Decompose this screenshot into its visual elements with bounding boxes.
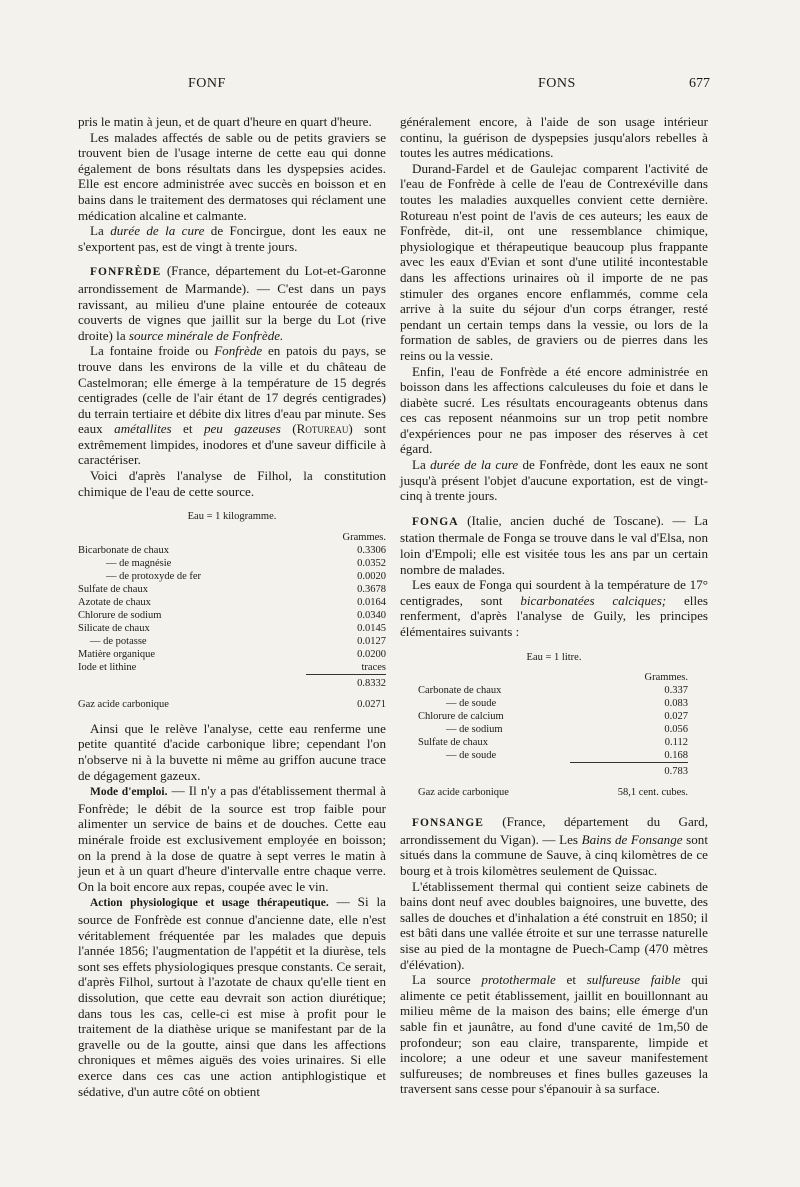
table-row: — de soude 0.168 — [446, 750, 688, 762]
table-row: Gaz acide carbonique 0.0271 — [78, 698, 386, 710]
table-row: — de protoxyde de fer 0.0020 — [106, 570, 386, 582]
paragraph: généralement encore, à l'aide de son usage intérieur continu, la guérison de dyspepsies jusqu'alors rebelles à toutes les autres médications. — [400, 114, 708, 161]
paragraph: L'établissement thermal qui contient seize cabinets de bains dont neuf avec doubles baignoires, une buvette, des salles de douches et d'inhalation a été construit en 1850; il est bâti dans une vallée étroite et sur une terrasse naturelle sise au pied de la montagne de Puech-Camp (470 mètres d'élévation). — [400, 878, 708, 972]
section-heading: Action physiologique et usage thérapeutique. — [90, 897, 329, 910]
paragraph: Les eaux de Fonga qui sourdent à la température de 17° centigrades, sont bicarbonatées calciques; elles renferment, d'après l'analyse de Guily, les principes élémentaires suivants : — [400, 577, 708, 639]
header-middle: FONS — [538, 76, 576, 91]
table-row: — de potasse 0.0127 — [90, 635, 386, 647]
table-row: Gaz acide carbonique 58,1 cent. cubes. — [418, 787, 688, 799]
header-left: FONF — [188, 76, 226, 91]
paragraph: La durée de la cure de Foncirgue, dont les eaux ne s'exportent pas, est de vingt à trente jours. — [78, 223, 386, 254]
table-row: Silicate de chaux 0.0145 — [78, 622, 386, 634]
table-row: Chlorure de sodium 0.0340 — [78, 609, 386, 621]
right-column — [400, 114, 708, 1097]
table-row: Sulfate de chaux 0.112 — [418, 737, 688, 749]
analysis-table — [418, 671, 688, 799]
table-row: Bicarbonate de chaux 0.3306 — [78, 544, 386, 556]
table-row: Matière organique 0.0200 — [78, 648, 386, 660]
analysis-table-title: Eau = 1 kilogramme. — [187, 511, 277, 523]
table-row: — de sodium 0.056 — [446, 724, 688, 736]
table-total-row: 0.8332 — [78, 674, 386, 690]
table-row: — de magnésie 0.0352 — [106, 557, 386, 569]
paragraph: La fontaine froide ou Fonfrède en patois du pays, se trouve dans les environs de la ville et du château de Castelmoran; elle émerge à la température de 15 degrés centigrades (celle de l'air étant de 17 degrés centigrades) du terrain tertiaire et débite dix litres d'eau par minute. Ses eaux amétallites et peu gazeuses (Rotureau) sont extrêmement limpides, inodores et d'une saveur difficile à caractériser. — [78, 343, 386, 468]
unit-label: Grammes. — [644, 672, 688, 684]
paragraph: Voici d'après l'analyse de Filhol, la constitution chimique de l'eau de cette source. — [78, 468, 386, 499]
paragraph: Les malades affectés de sable ou de petits graviers se trouvent bien de l'usage interne de cette eau qui donne également de bons résultats dans les dyspepsies acides. Elle est encore administrée avec succès en boisson et en bains dans le traitement des dermatoses qui réclament une médication alcaline et calmante. — [78, 129, 386, 223]
entry-headword: FONGA — [412, 515, 459, 528]
paragraph: pris le matin à jeun, et de quart d'heure en quart d'heure. — [78, 114, 372, 129]
table-row: Chlorure de calcium 0.027 — [418, 711, 688, 723]
table-row: Azotate de chaux 0.0164 — [78, 596, 386, 608]
page-number: 677 — [689, 76, 710, 91]
paragraph: La source protothermale et sulfureuse faible qui alimente ce petit établissement, jaillit en bouillonnant au milieu même de la maison des bains; elle émerge d'un sable fin et jaunâtre, au fond d'une cavité de 1m,50 de profondeur; son eau claire, transparente, limpide et incolore; a une odeur et une saveur manifestement sulfureuses; de nombreuses et fines bulles gazeuses la traversent sans cesse pour s'épanouir à sa surface. — [400, 972, 708, 1097]
paragraph: La durée de la cure de Fonfrède, dont les eaux ne sont jusqu'à présent l'objet d'aucune exportation, est de vingt-cinq à trente jours. — [400, 457, 708, 504]
table-row: Sulfate de chaux 0.3678 — [78, 583, 386, 595]
paragraph: Action physiologique et usage thérapeutique. — Si la source de Fonfrède est connue d'ancienne date, elle n'est véritablement fréquentée par les malades que depuis l'année 1856; l'augmentation de l'appétit et la diurèse, tels sont ses effets physiologiques presque constants. Ce serait, d'après Filhol, surtout à l'azotate de chaux qu'elle tient en dissolution, que cette eau devrait son action diurétique; dans tous les cas, celle-ci est mise à profit pour le traitement de la diathèse urique se manifestant par de la gravelle ou de la goutte, ainsi que dans les affections chroniques et mêmes aiguës des voies urinaires. Si elle exerce dans ces cas une action antiphlogistique et sédative, d'un autre côté on obtient — [78, 894, 386, 1099]
unit-label: Grammes. — [342, 531, 386, 543]
section-heading: Mode d'emploi. — [90, 786, 168, 799]
table-total-row: 0.783 — [418, 763, 688, 779]
entry-fonfrede: FONFRÈDE (France, département du Lot-et-Garonne arrondissement de Marmande). — C'est dans un pays ravissant, au milieu d'une plaine entourée de coteaux couverts de vignes que jaillit sur la berge du Lot (rive droite) la source minérale de Fonfrède. — [78, 263, 386, 343]
paragraph: Durand-Fardel et de Gaulejac comparent l'activité de l'eau de Fonfrède à celle de l'eau de Contrexéville dans toutes les maladies auxquelles convient cette dernière. Rotureau n'est point de l'avis de ces auteurs; les eaux de Fonfrède, dit-il, ont une ressemblance chimique, physiologique et thérapeutique beaucoup plus frappante avec les eaux d'Evian et sont d'une utilité incontestable dans les affections urinaires où il importe de ne pas stimuler des organes encore enflammés, comme cela arrive à la suite du séjour d'un corps étranger, resté pendant un certain temps dans la vessie, ou lors de la formation de sables, de graviers ou de pierres dans les reins ou la vessie. — [400, 160, 708, 363]
table-row: Carbonate de chaux 0.337 — [418, 685, 688, 697]
entry-headword: FONSANGE — [412, 817, 484, 830]
analysis-table-title: Eau = 1 litre. — [526, 651, 582, 663]
table-row: — de soude 0.083 — [446, 698, 688, 710]
running-header — [0, 76, 800, 96]
left-column — [78, 114, 386, 1099]
table-row: Iode et lithine traces — [78, 661, 386, 674]
entry-fonsange: FONSANGE (France, département du Gard, arrondissement du Vigan). — Les Bains de Fonsange sont situés dans la commune de Sauve, à cinq kilomètres de ce bourg et à trois kilomètres seulement de Quissac. — [400, 814, 708, 878]
entry-headword: FONFRÈDE — [90, 266, 162, 279]
paragraph: Mode d'emploi. — Il n'y a pas d'établissement thermal à Fonfrède; le débit de la source est trop faible pour alimenter un service de bains et de douches. Cette eau minérale froide est exclusivement employée en boisson; on la prend à la dose de quatre à sept verres le matin à jeun et à un quart d'heure d'intervalle entre chaque verre. On la boit encore aux repas, coupée avec le vin. — [78, 783, 386, 894]
paragraph: Ainsi que le relève l'analyse, cette eau renferme une petite quantité d'acide carbonique libre; cependant l'on n'observe ni à la buvette ni même au griffon aucune trace de dégagement gazeux. — [78, 720, 386, 783]
paragraph: Enfin, l'eau de Fonfrède a été encore administrée en boisson dans les affections calculeuses du foie et dans le diabète sucré. Les résultats encourageants obtenus dans ces cas reposent néanmoins sur un trop petit nombre d'expériences pour ne pas imposer des réserves à cet égard. — [400, 363, 708, 457]
entry-fonga: FONGA (Italie, ancien duché de Toscane). — La station thermale de Fonga se trouve dans le val d'Elsa, non loin d'Empoli; elle est visitée tous les ans par un certain nombre de malades. — [400, 512, 708, 577]
analysis-table — [78, 531, 386, 711]
